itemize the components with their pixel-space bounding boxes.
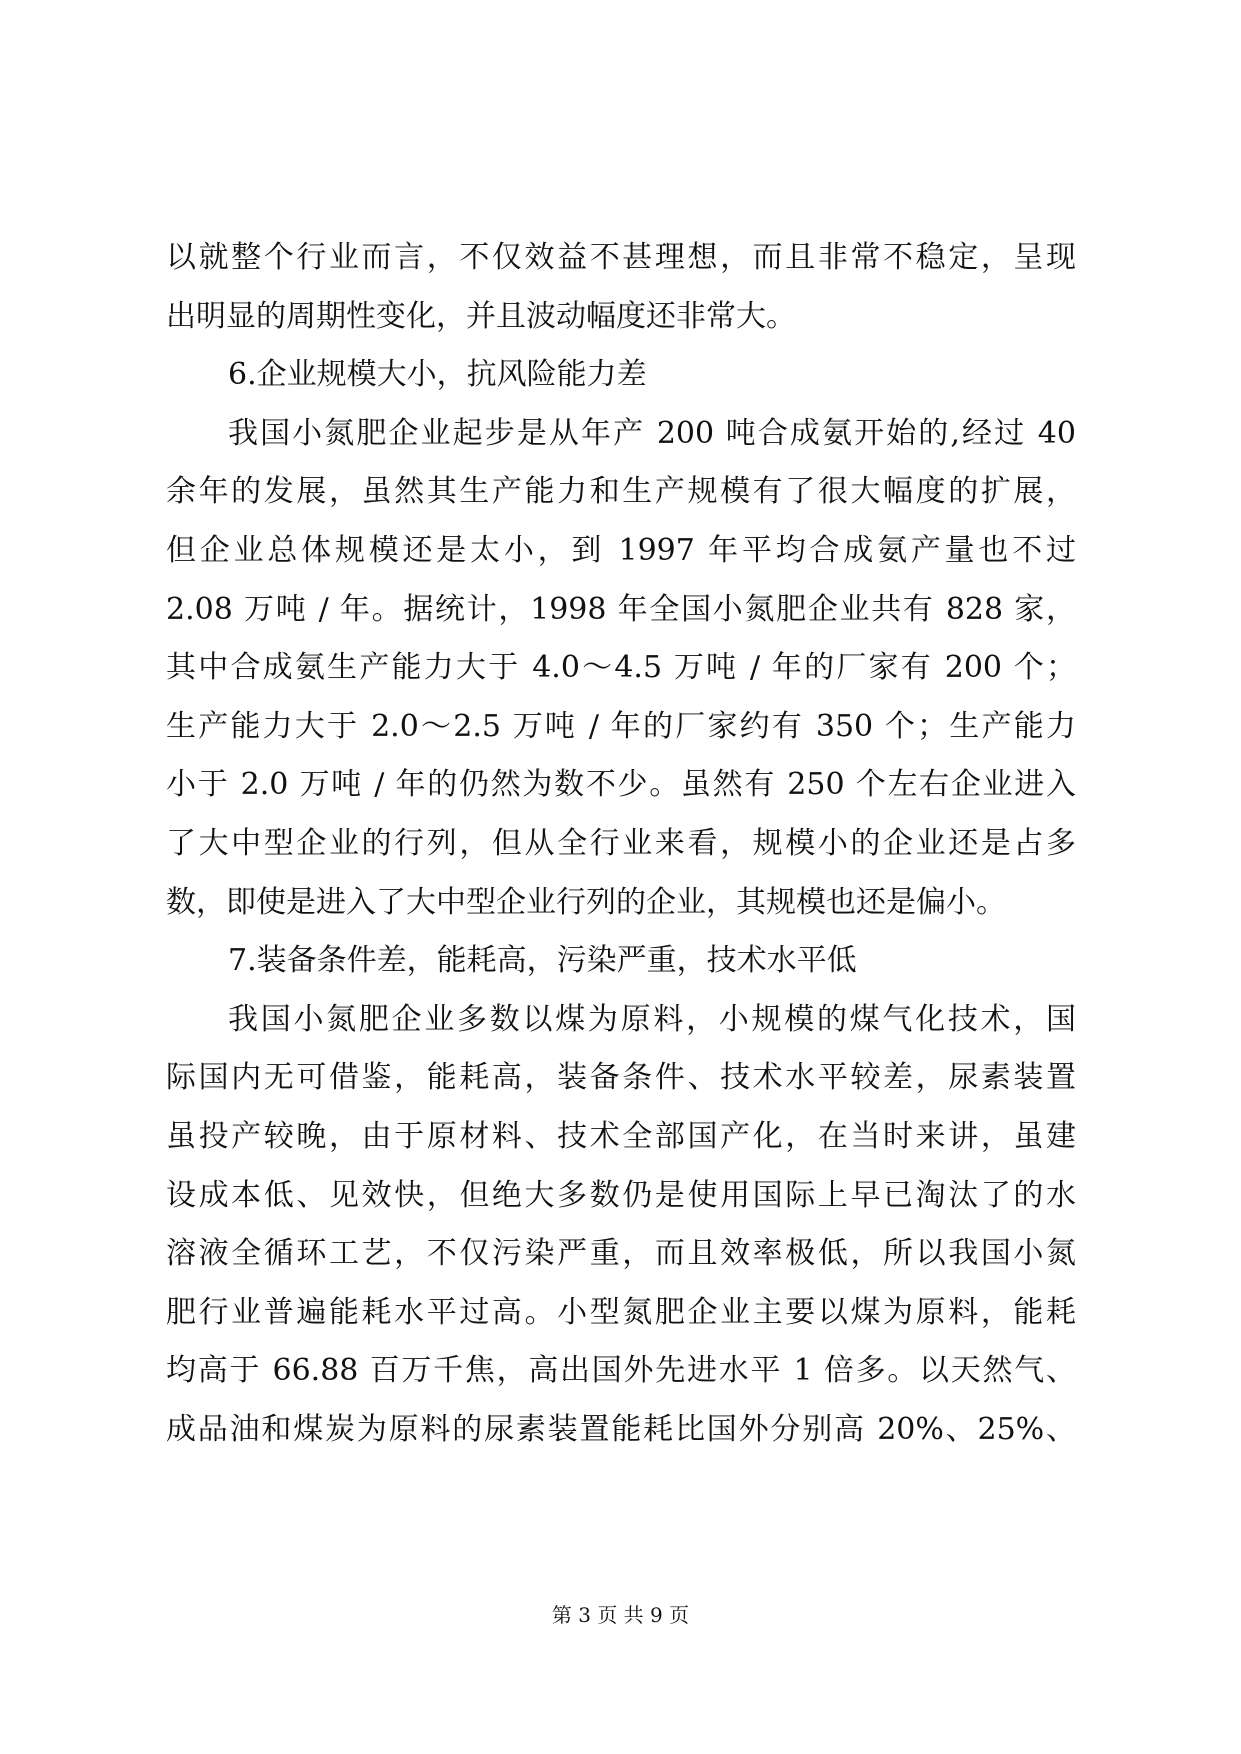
text-line: 际国内无可借鉴，能耗高，装备条件、技术水平较差，尿素装置 bbox=[166, 1060, 1076, 1096]
text-line: 了大中型企业的行列，但从全行业来看，规模小的企业还是占多 bbox=[166, 825, 1076, 861]
section-heading: 7.装备条件差，能耗高，污染严重，技术水平低 bbox=[228, 943, 857, 979]
text-line: 均高于 66.88 百万千焦，高出国外先进水平 1 倍多。以天然气、 bbox=[166, 1353, 1076, 1389]
text-line: 但企业总体规模还是太小，到 1997 年平均合成氨产量也不过 bbox=[166, 532, 1076, 568]
text-line: 以就整个行业而言，不仅效益不甚理想，而且非常不稳定，呈现 bbox=[166, 240, 1076, 275]
text-line: 余年的发展，虽然其生产能力和生产规模有了很大幅度的扩展， bbox=[166, 474, 1076, 510]
text-line: 溶液全循环工艺，不仅污染严重，而且效率极低，所以我国小氮 bbox=[166, 1236, 1076, 1272]
text-line: 出明显的周期性变化，并且波动幅度还非常大。 bbox=[166, 298, 796, 334]
text-line: 其中合成氨生产能力大于 4.0～4.5 万吨 / 年的厂家有 200 个； bbox=[166, 650, 1076, 686]
text-line: 我国小氮肥企业多数以煤为原料，小规模的煤气化技术，国 bbox=[228, 1001, 1076, 1037]
text-line: 生产能力大于 2.0～2.5 万吨 / 年的厂家约有 350 个；生产能力 bbox=[166, 708, 1076, 744]
page-number-footer: 第 3 页 共 9 页 bbox=[551, 1603, 690, 1627]
text-line: 设成本低、见效快，但绝大多数仍是使用国际上早已淘汰了的水 bbox=[166, 1177, 1076, 1213]
body-text bbox=[166, 229, 1076, 1459]
text-line: 2.08 万吨 / 年。据统计，1998 年全国小氮肥企业共有 828 家， bbox=[166, 591, 1076, 627]
text-line: 数，即使是进入了大中型企业行列的企业，其规模也还是偏小。 bbox=[166, 884, 1006, 920]
text-line: 成品油和煤炭为原料的尿素装置能耗比国外分别高 20%、25%、 bbox=[166, 1411, 1076, 1447]
text-line: 虽投产较晚，由于原材料、技术全部国产化，在当时来讲，虽建 bbox=[166, 1118, 1076, 1154]
section-heading: 6.企业规模大小，抗风险能力差 bbox=[228, 357, 647, 393]
text-line: 小于 2.0 万吨 / 年的仍然为数不少。虽然有 250 个左右企业进入 bbox=[166, 767, 1076, 803]
text-line: 我国小氮肥企业起步是从年产 200 吨合成氨开始的,经过 40 bbox=[228, 415, 1076, 451]
text-line: 肥行业普遍能耗水平过高。小型氮肥企业主要以煤为原料，能耗 bbox=[166, 1294, 1076, 1330]
